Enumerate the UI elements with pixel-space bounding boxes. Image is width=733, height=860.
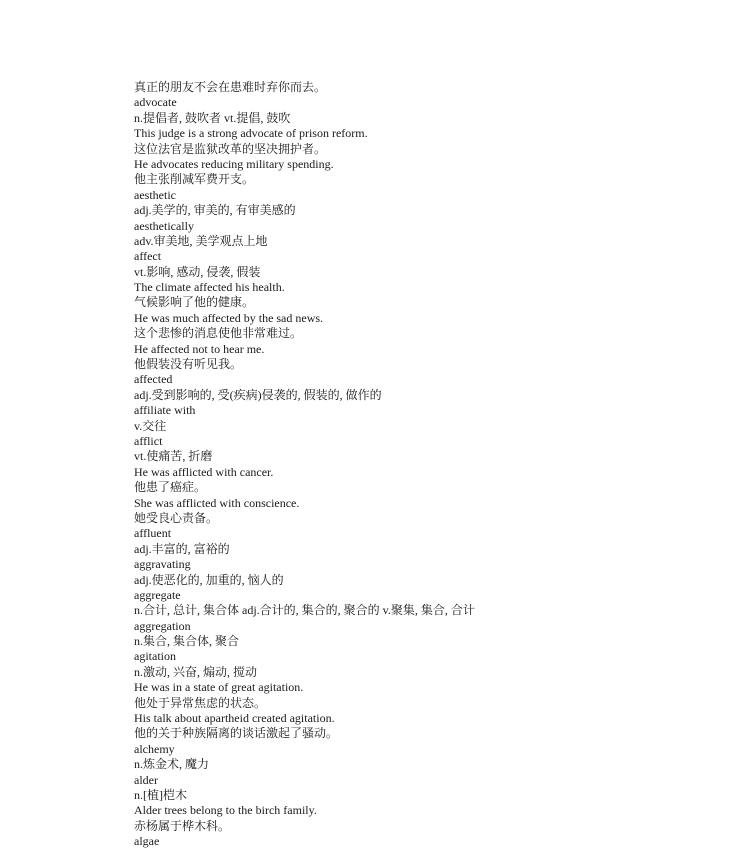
headword: advocate xyxy=(134,95,177,110)
example-translation: 气候影响了他的健康。 xyxy=(134,295,255,310)
definition: n.集合, 集合体, 聚合 xyxy=(134,634,240,649)
example-sentence: His talk about apartheid created agitation. xyxy=(134,711,335,726)
example-sentence: He was much affected by the sad news. xyxy=(134,310,324,325)
definition: vt.影响, 感动, 侵袭, 假装 xyxy=(134,264,261,279)
example-sentence: This judge is a strong advocate of prison reform. xyxy=(134,126,368,141)
definition: n.炼金术, 魔力 xyxy=(134,757,210,772)
example-sentence: Alder trees belong to the birch family. xyxy=(134,803,317,818)
headword: affect xyxy=(134,249,162,264)
example-sentence: She was afflicted with conscience. xyxy=(134,495,300,510)
example-translation: 她受良心责备。 xyxy=(134,510,219,525)
example-sentence: He was afflicted with cancer. xyxy=(134,464,274,479)
definition: n.[植]桤木 xyxy=(134,787,187,802)
headword: affected xyxy=(134,372,173,387)
example-sentence: He advocates reducing military spending. xyxy=(134,156,334,171)
definition: adj.受到影响的, 受(疾病)侵袭的, 假装的, 做作的 xyxy=(134,387,382,402)
headword: aggregation xyxy=(134,618,191,633)
example-translation: 这位法官是监狱改革的坚决拥护者。 xyxy=(134,141,327,156)
headword: afflict xyxy=(134,433,163,448)
example-sentence: The climate affected his health. xyxy=(134,280,285,295)
example-translation: 赤杨属于桦木科。 xyxy=(134,818,231,833)
headword: affiliate with xyxy=(134,403,196,418)
definition: adj.丰富的, 富裕的 xyxy=(134,541,230,556)
headword: alder xyxy=(134,772,158,787)
example-translation: 他主张削减军费开支。 xyxy=(134,172,255,187)
headword: alchemy xyxy=(134,741,175,756)
headword: affluent xyxy=(134,526,172,541)
headword: aggravating xyxy=(134,557,191,572)
headword: algae xyxy=(134,834,160,849)
definition: n.合计, 总计, 集合体 adj.合计的, 集合的, 聚合的 v.聚集, 集合, 合计 xyxy=(134,603,475,618)
headword: aesthetically xyxy=(134,218,194,233)
headword: agitation xyxy=(134,649,176,664)
example-sentence: He affected not to hear me. xyxy=(134,341,265,356)
headword: aggregate xyxy=(134,587,181,602)
definition: adj.使恶化的, 加重的, 恼人的 xyxy=(134,572,284,587)
text-line: 真正的朋友不会在患难时弃你而去。 xyxy=(134,80,327,94)
definition: adv.审美地, 美学观点上地 xyxy=(134,233,268,248)
definition: vt.使痛苦, 折磨 xyxy=(134,449,213,464)
example-translation: 他的关于种族隔离的谈话激起了骚动。 xyxy=(134,726,339,741)
definition: n.提倡者, 鼓吹者 vt.提倡, 鼓吹 xyxy=(134,110,291,125)
example-translation: 他处于异常焦虑的状态。 xyxy=(134,695,267,710)
dictionary-page xyxy=(134,80,724,850)
definition: adj.美学的, 审美的, 有审美感的 xyxy=(134,203,296,218)
example-sentence: He was in a state of great agitation. xyxy=(134,680,304,695)
definition: n.激动, 兴奋, 煽动, 搅动 xyxy=(134,664,258,679)
example-translation: 他假装没有听见我。 xyxy=(134,357,243,372)
headword: aesthetic xyxy=(134,187,176,202)
definition: v.交往 xyxy=(134,418,167,433)
example-translation: 他患了癌症。 xyxy=(134,480,207,495)
example-translation: 这个悲惨的消息使他非常难过。 xyxy=(134,326,303,341)
